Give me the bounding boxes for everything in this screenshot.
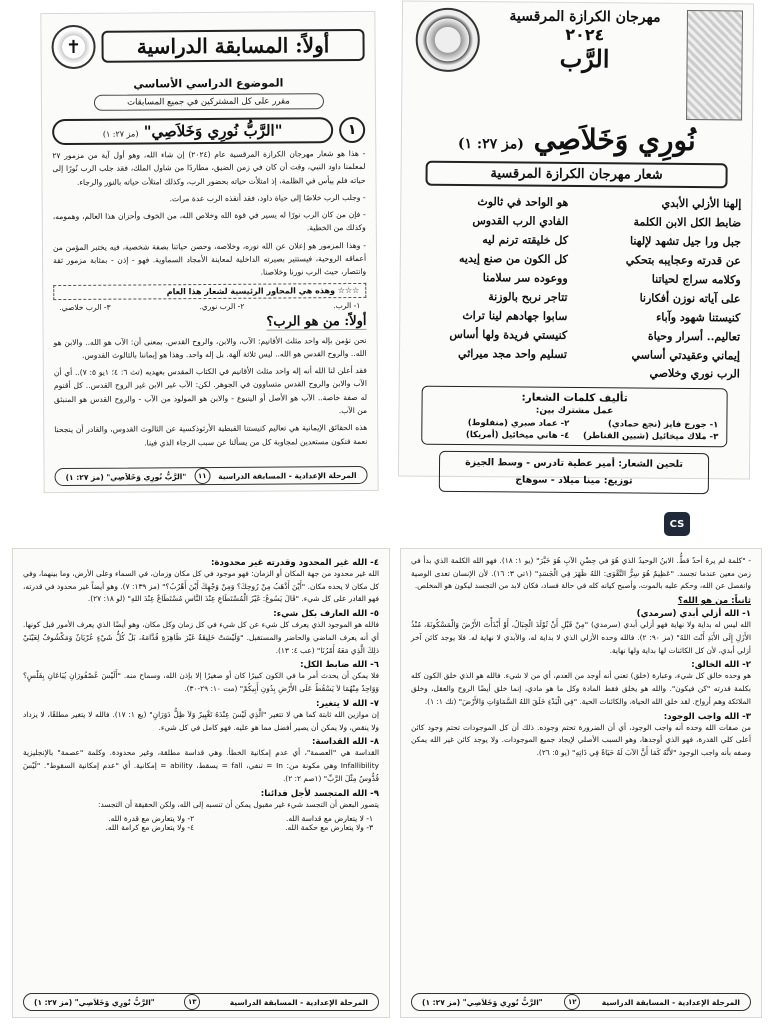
footer-stage: المرحلة الإعدادية - المسابقة الدراسية xyxy=(601,997,740,1007)
subheading: ٩- الله المتجسد لأجل فدائنا: xyxy=(260,788,379,799)
page-number: ١٣ xyxy=(184,994,200,1010)
author-name: ٢- عماد صبري (منفلوط) xyxy=(467,418,570,430)
poem-line: ضابط الكل الابن الكلمة xyxy=(633,215,742,230)
footer-theme: "الرَّبُّ نُورِي وَخَلاَصِي" (مز ٢٧: ١) xyxy=(34,997,155,1007)
subheading: ١- الله أزلي أبدي (سرمدي) xyxy=(636,609,751,620)
poem-line: وكلامه سراج لحياتنا xyxy=(651,272,741,287)
subheading: ٥- الله العارف بكل شيء: xyxy=(273,609,379,620)
body-paragraph: هو وحده خالق كل شيء، وعبارة (خلق) تعني أنه أوجد من العدم، أي من لا شيء. فالله هو الذي خلق الكون كله بكلمة قدرته "كن فيكون". والله هو يخلق فقط المادة وكل ما هو مادي، إنما خلق أيضًا الروح والعقل، وخلق الملائكة وهم أرواح. لقد خلق الله الحياة، والكائنات الحية. "فِي الْبَدْءِ خَلَقَ اللهُ السَّمَاوَاتِ وَالأَرْضَ" (تك ١: ١). xyxy=(411,671,751,706)
poem-line: هو الواحد في ثالوث xyxy=(477,195,569,209)
subheading: ٤- الله غير المحدود وقدرته غير محدودة: xyxy=(210,558,379,568)
poem-line: تتاجر نربح بالوزنة xyxy=(488,289,568,304)
page-number: ١١ xyxy=(194,468,210,484)
footer-theme: "الرَّبُّ نُورِي وَخَلاَصِي" (مز ٢٧: ١) xyxy=(422,997,543,1007)
subheading: ٨- الله القداسة: xyxy=(311,737,379,748)
poster-title xyxy=(412,122,742,158)
poem-line: ووعوده سر سلامنا xyxy=(482,270,568,285)
page-top-left xyxy=(40,11,378,493)
subject-note: مقرر على كل المشتركين في جميع المسابقات xyxy=(93,93,323,111)
body-paragraph: فالله هو الموجود الذي يعرف كل شيء عن كل شيء في كل زمان وكل مكان، وهو أيضًا الذي يعرف الأمور قبل كونها. أي أنه يعرف الماضي والحاضر والمستقبل. "وَلَيْسَتْ خَلِيقَةٌ غَيْرَ ظَاهِرَةٍ قُدَّامَهُ، بَلْ كُلُّ شَيْءٍ عُرْيَانٌ وَمَكْشُوفٌ لِعَيْنَيْ ذلِكَ الَّذِي مَعَهُ أَمْرُنَا" (عب ٤: ١٣). xyxy=(23,620,379,655)
poem-line: كل خليقته ترنم ليه xyxy=(482,233,569,247)
page-bottom-right xyxy=(400,548,762,1018)
poem-line: سابوا جهادهم لينا تراث xyxy=(462,308,568,323)
poster-ref: (مز ٢٧: ١) xyxy=(457,135,524,153)
credits-title: تأليف كلمات الشعار: xyxy=(521,391,628,405)
section-header xyxy=(51,18,364,74)
camscanner-badge: CS xyxy=(664,512,690,536)
footer-stage: المرحلة الإعدادية - المسابقة الدراسية xyxy=(229,997,368,1007)
poem-line: الفادي الرب القدوس xyxy=(472,214,569,228)
incarnation-list xyxy=(23,814,379,832)
topic-ref: (مز ٢٧: ١) xyxy=(102,129,139,139)
author-name: ١- جورج فايز (نجع حمادي) xyxy=(608,419,719,431)
section-heading: أولاً: من هو الرب؟ xyxy=(266,313,367,330)
poem-last-line: الرب نوري وخلاصي xyxy=(649,367,740,381)
festival-seal xyxy=(412,8,483,119)
axis-item: ١- الرب. xyxy=(333,300,361,310)
poem-line: تعاليم.. أسرار وحياة xyxy=(647,329,741,343)
poem-line: عن قدرته وعجايبه بتحكي xyxy=(625,253,741,268)
topic-row xyxy=(52,117,365,145)
subheading: ٣- الله واجب الوجود: xyxy=(663,711,751,722)
intro-paragraph-4: - وهذا المزمور هو إعلان عن الله نوره، وخلاصه، وحصن حياتنا بصفة شخصية، فيه يختبر المؤمن من أعماقه الروحية، فيستتير بصيرته الداخلية لمعاينة الأمجاد السماوية. فهو - إذن - بمثابة مزمور ثقة وانتصار، حيث الرب نورنا وخلاصنا. xyxy=(52,240,367,277)
page-top-right-poster xyxy=(398,0,754,487)
intro-paragraph-2: - وجلب الرب خلاصًا إلى حياة داود، فقد أنقذه الرب عدة مرات. xyxy=(169,192,366,204)
poem-line: على آياته نوزن أفكارنا xyxy=(639,291,741,306)
poster-lord: الرَّب xyxy=(559,43,610,74)
credits-subtitle: عمل مشترك بين: xyxy=(535,406,614,417)
poem-line: جبل ورا جيل تشهد لإلهنا xyxy=(629,234,742,249)
footer-theme: "الرَّبُّ نُورِي وَخَلاَصِي" (مز ٢٧: ١) xyxy=(65,471,187,482)
slogan-header: شعار مهرجان الكرازة المرقسية xyxy=(425,161,727,189)
festival-year: ٢٠٢٤ xyxy=(565,24,605,45)
topic-title-box xyxy=(52,117,333,145)
seal-icon xyxy=(415,8,480,73)
slogan-poem xyxy=(410,194,742,383)
axis-item: ٣- الرب خلاصي. xyxy=(59,302,111,312)
body-paragraph: الله غير محدود من جهة المكان أو الزمان: فهو موجود في كل مكان وزمان، في السماء وعلى الأرض، وما بينهما، وفي كل مكان لا يحده مكان. "أَيْنَ أَذْهَبُ مِنْ رُوحِكَ؟ وَمِنْ وَجْهِكَ أَيْنَ أَهْرُبُ؟" (مز ١٣٩: ٧). وهو أيضاً غير محدود في قدرته، فهو القادر على كل شيء. "قَالَ يَسُوعُ: غَيْرُ الْمُسْتَطَاعِ عِنْدَ النَّاسِ مُسْتَطَاعٌ عِنْدَ اللهِ" (لو ١٨: ٢٧). xyxy=(23,569,379,604)
list-item: ٣- ولا يتعارض مع حكمة الله. xyxy=(285,823,373,833)
author-name: ٤- هاني ميخائيل (أمريكا) xyxy=(465,430,570,442)
page-number: ١٢ xyxy=(564,994,580,1010)
page-footer xyxy=(55,466,368,486)
section-title: أولاً: المسابقة الدراسية xyxy=(101,29,364,63)
section-heading: ثانياً: من هو الله؟ xyxy=(677,596,751,607)
page-footer xyxy=(411,993,751,1011)
subject-label: الموضوع الدراسي الأساسي xyxy=(133,76,284,91)
poster-title-text: نُورِي وَخَلاَصِي xyxy=(533,122,696,158)
body-paragraph: القداسة هي "العصمة"، أي عدم إمكانية الخطأ. وهي قداسة مطلقة، وغير محدودة. وكلمة "عصمة" بالإنجليزية Infallibility وهي مكونة من: In = تنفي، fall = يسقط، ability = إمكانية. أي "عدم إمكانية السقوط". "لَيْسَ قُدُّوسٌ مِثْلَ الرَّبِّ" (١صم ٢: ٢). xyxy=(23,748,380,783)
poem-line: كل الكون من صنع إيديه xyxy=(459,251,568,266)
festival-name: مهرجان الكرازة المرقسية xyxy=(509,8,661,26)
poster-header xyxy=(412,8,743,121)
intro-paragraph: - "كلمة لم يرهُ أحدٌ قطُّ. الابنُ الوحيدُ الذي هُوَ في حِضْنِ الآبِ هُوَ خَبَّرَ" (يو ١: ١٨). فهو الله الكلمة الذي بدأ في زمن معين عندما تجسد. "عَظِيمٌ هُوَ سِرُّ التَّقْوَى: اللهُ ظَهَرَ فِي الْجَسَدِ" (١تي ٣: ١٦). لأن الإنسان تعدى الوصية وانفصل عن الله، وحكم عليه بالموت، وأصبح كيانه كله في حالة فساد، فكان لابد من التجسد ليكون هو المخلص. xyxy=(411,556,751,591)
poem-line: كنيستنا شهود وآباء xyxy=(656,310,741,325)
subheading: ٧- الله لا يتغير: xyxy=(316,698,379,709)
body-paragraph-2: فقد أعلن لنا الله أنه إله واحد مثلث الأقانيم في الكتاب المقدس بعهديه (تث ٦: ٤؛ ١يو ٥: ٧).. أي أن الآب والابن والروح القدس متساوون في الجوهر. لكن: الآب غير الابن غير الروح القدس.. كل أقنوم له صفة خاصة.. الآب هو الأصل أو الينبوع - والابن هو المولود من الآب - والروح القدس هو المنبثق من الآب. xyxy=(53,365,368,416)
credits-names xyxy=(430,418,718,443)
poem-line: تسليم واحد مجد ميراثي xyxy=(458,346,568,361)
subheading: ٦- الله ضابط الكل: xyxy=(300,660,379,671)
poem-line: إيماني وعقيدتي أساسي xyxy=(631,347,741,362)
tune-box xyxy=(439,451,709,494)
church-logo-icon: ✝ xyxy=(51,25,95,69)
axes-list xyxy=(53,300,366,311)
body-paragraph: إن موازين الله ثابتة كما هي لا تتغير "الَّذِي لَيْسَ عِنْدَهُ تَغْيِيرٌ وَلاَ ظِلُّ دَوَرَانٍ" (يع ١: ١٧). فالله لا يتغير مطلقًا، لا يزداد ولا ينقص، ولا يمكن أن يصير أفضل مما هو عليه. فهو كامل في كل شيء. xyxy=(23,709,379,732)
distribution-line: توزيع: مينا ميلاد - سوهاج xyxy=(515,473,633,487)
footer-stage: المرحلة الإعدادية - المسابقة الدراسية xyxy=(218,470,357,481)
body-paragraph: الله ليس له بداية ولا نهاية فهو أزلي أبدي (سرمدي) "مِنْ قَبْلِ أَنْ تُوْلَدَ الْجِبَالُ، أَوْ أَبْدَأْتَ الأَرْضَ وَالْمَسْكُونَةَ، مُنْذُ الأَزَلِ إِلَى الأَبَدِ أَنْتَ اللهُ" (مز ٩٠: ٢). فالله وحده الأزلي الذي لا بداية له، والأبدي لا نهاية له. فلا يوجد كائن آخر أزلي أبدي، لأن كل الكائنات لها بداية ولها نهاية. xyxy=(411,620,752,655)
axis-item: ٢- الرب نوري. xyxy=(199,301,245,311)
list-item: ٢- ولا يتعارض مع قدرة الله. xyxy=(108,814,195,824)
body-paragraph: من صفات الله وحده أنه واجب الوجود، أي أن الضرورة تحتم وجوده. ذلك أن كل الموجودات تحتم وجود كائن أعلى كلي القدرة، فهو الذي أوجدها، وهو السبب الأصلي لإيجاد جميع الموجودات. ولا يوجد كائن غير الله يمكن وصفه بأنه واجب الوجود "لأَنَّهُ كَمَا أَنَّ الآبَ لَهُ حَيَاةٌ فِي ذَاتِهِ" (يو ٥: ٢٦). xyxy=(411,722,751,758)
author-name: ٣- ملاك ميخائيل (شبين القناطر) xyxy=(582,431,719,443)
poem-line: كنيستي فريدة ولها أساس xyxy=(449,327,568,342)
list-item: ١- لا يتعارض مع قداسة الله. xyxy=(285,814,373,824)
body-paragraph-1: نحن نؤمن بإله واحد مثلث الأقانيم: الآب، والابن، والروح القدس. بمعنى أن: الآب هو الله.. والابن هو الله.. والروح القدس هو الله.. ليس ثلاثة آلهة. بل إله واحد. وهذا هو إيماننا بالثالوث القدوس. xyxy=(53,335,367,360)
subheading: ٢- الله الخالق: xyxy=(691,660,751,671)
tune-line: تلحين الشعار: أمير عطية تادرس - وسط الجيزة xyxy=(465,457,684,471)
credits-box xyxy=(421,386,728,448)
body-paragraph-3: هذه الحقائق الإيمانية هي تعاليم كنيستنا القبطية الأرثوذكسية عن الثالوث القدوس، والقادر أن ينجحنا نعمة فنكون مستعدين لمجاوبة كل من يسألنا عن سبب الرجاء الذي فينا. xyxy=(54,423,368,447)
intro-paragraph-3: - فإن من كان الرب نورًا له يسير في قوة الله وخلاص الله، من الخوف وأحزان هذا العالم، وهمومه، وكذلك من الخطية. xyxy=(52,210,366,233)
list-item: ٤- ولا يتعارض مع كرامة الله. xyxy=(105,823,195,833)
page-bottom-left xyxy=(12,548,390,1018)
axes-box: ☆☆☆ وهذه هي المحاور الرئيسية لشعار هذا العام xyxy=(53,282,366,299)
poster-titles xyxy=(486,8,683,120)
body-paragraph: فلا يمكن أن يحدث أمر ما في الكون كبيرًا كان أو صغيرًا إلا بإذن الله، وسماح منه. "أَلَيْسَ عُصْفُورَانِ يُبَاعَانِ بِفَلْسٍ؟ وَوَاحِدٌ مِنْهُمَا لاَ يَسْقُطُ عَلَى الأَرْضِ بِدُونِ أَبِيكُمْ" (مت ١٠: ٢٩-٣٠). xyxy=(23,671,379,694)
body-paragraph: يتصور البعض أن التجسد شيء غير مقبول يمكن أن تنسبه إلى الله، ولكن الحقيقة أن التجسد: xyxy=(97,799,379,809)
icon-image xyxy=(686,10,743,120)
page-footer xyxy=(23,993,379,1011)
topic-number: ١ xyxy=(339,117,365,143)
poem-line: إلهنا الأزلي الأبدي xyxy=(661,196,742,211)
intro-paragraph-1: - هذا هو شعار مهرجان الكرازة المرقسية عام (٢٠٢٤) إن شاء الله، وهو أول آية من مزمور ٢٧ لمعلمنا داود النبي، وقت أن كان في زمن الضيق، مطاردًا من شاول الملك، فقد جلب الرب نُورًا إلى حياته فلم ييأس في الظلمة، إذ امتلأت حياته بحضور الرب، وكذلك امتلأت حياته بالنور والرجاء. xyxy=(52,148,366,187)
topic-title: "الرَّبُّ نُورِي وَخَلاَصِي" xyxy=(143,121,283,141)
